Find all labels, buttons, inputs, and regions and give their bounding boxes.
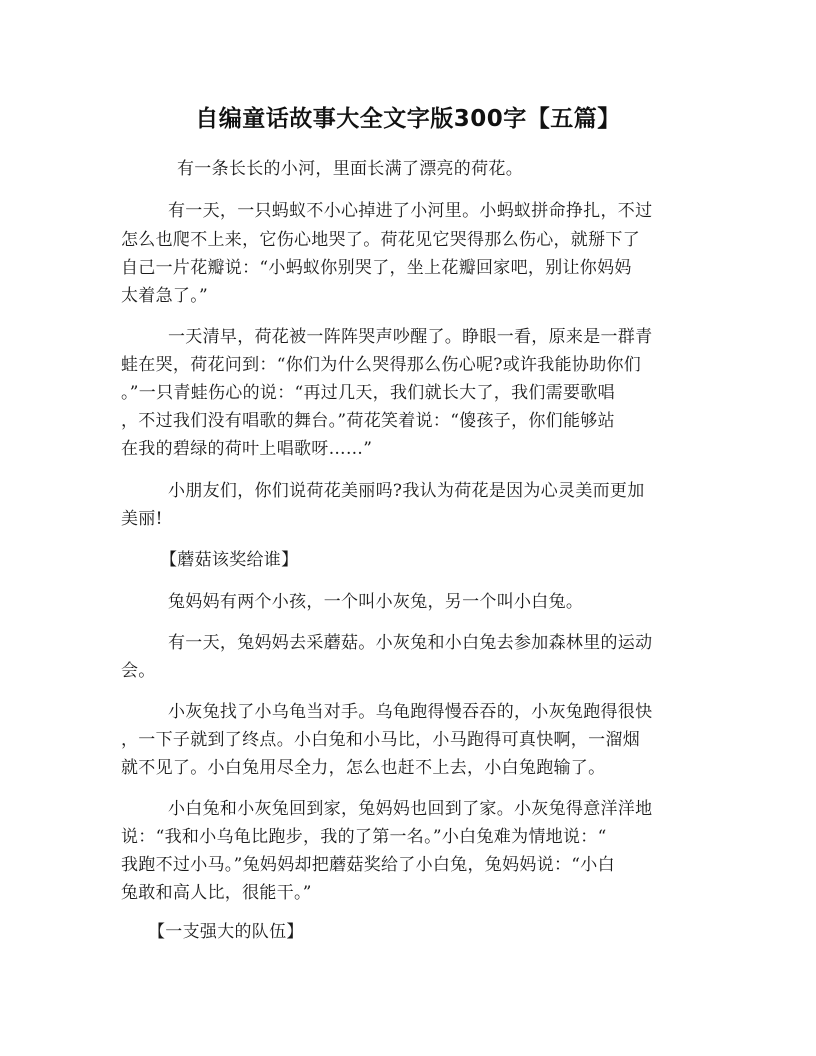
paragraph-line: 小灰兔找了小乌龟当对手。乌龟跑得慢吞吞的，小灰兔跑得很快: [168, 702, 653, 722]
paragraph-line: 自己一片花瓣说：“小蚂蚁你别哭了，坐上花瓣回家吧，别让你妈妈: [121, 258, 632, 278]
paragraph-line: 兔敢和高人比，很能干。”: [121, 883, 312, 903]
paragraph-line: 蛙在哭，荷花问到：“你们为什么哭得那么伤心呢?或许我能协助你们: [121, 355, 642, 375]
paragraph-line: 在我的碧绿的荷叶上唱歌呀……”: [121, 439, 373, 459]
section-heading: 【蘑菇该奖给谁】: [160, 550, 299, 570]
document-title: 自编童话故事大全文字版300字【五篇】: [195, 106, 621, 132]
paragraph-line: 美丽!: [121, 509, 163, 529]
paragraph-line: 怎么也爬不上来，它伤心地哭了。荷花见它哭得那么伤心，就掰下了: [121, 230, 640, 250]
paragraph-line: 有一天，兔妈妈去采蘑菇。小灰兔和小白兔去参加森林里的运动: [168, 633, 653, 653]
paragraph-line: 就不见了。小白兔用尽全力，怎么也赶不上去，小白兔跑输了。: [121, 758, 606, 778]
paragraph-line: 小朋友们，你们说荷花美丽吗?我认为荷花是因为心灵美而更加: [168, 481, 645, 501]
paragraph-line: 兔妈妈有两个小孩，一个叫小灰兔，另一个叫小白兔。: [168, 592, 584, 612]
paragraph-line: ，一下子就到了终点。小白兔和小马比，小马跑得可真快啊，一溜烟: [121, 730, 640, 750]
section-heading: 【一支强大的队伍】: [148, 922, 304, 942]
paragraph-line: ，不过我们没有唱歌的舞台。”荷花笑着说：“傻孩子，你们能够站: [121, 411, 615, 431]
paragraph-line: 。”一只青蛙伤心的说：“再过几天，我们就长大了，我们需要歌唱: [121, 383, 615, 403]
paragraph-line: 有一天，一只蚂蚁不小心掉进了小河里。小蚂蚁拼命挣扎，不过: [168, 201, 653, 221]
paragraph-line: 一天清早，荷花被一阵阵哭声吵醒了。睁眼一看，原来是一群青: [168, 327, 653, 347]
paragraph-line: 有一条长长的小河，里面长满了漂亮的荷花。: [177, 159, 523, 179]
paragraph-line: 我跑不过小马。”兔妈妈却把蘑菇奖给了小白兔，兔妈妈说：“小白: [121, 855, 615, 875]
paragraph-line: 说：“我和小乌龟比跑步，我的了第一名。”小白兔难为情地说：“: [121, 827, 607, 847]
paragraph-line: 小白兔和小灰兔回到家，兔妈妈也回到了家。小灰兔得意洋洋地: [168, 799, 653, 819]
paragraph-line: 会。: [121, 661, 156, 681]
paragraph-line: 太着急了。”: [121, 286, 208, 306]
